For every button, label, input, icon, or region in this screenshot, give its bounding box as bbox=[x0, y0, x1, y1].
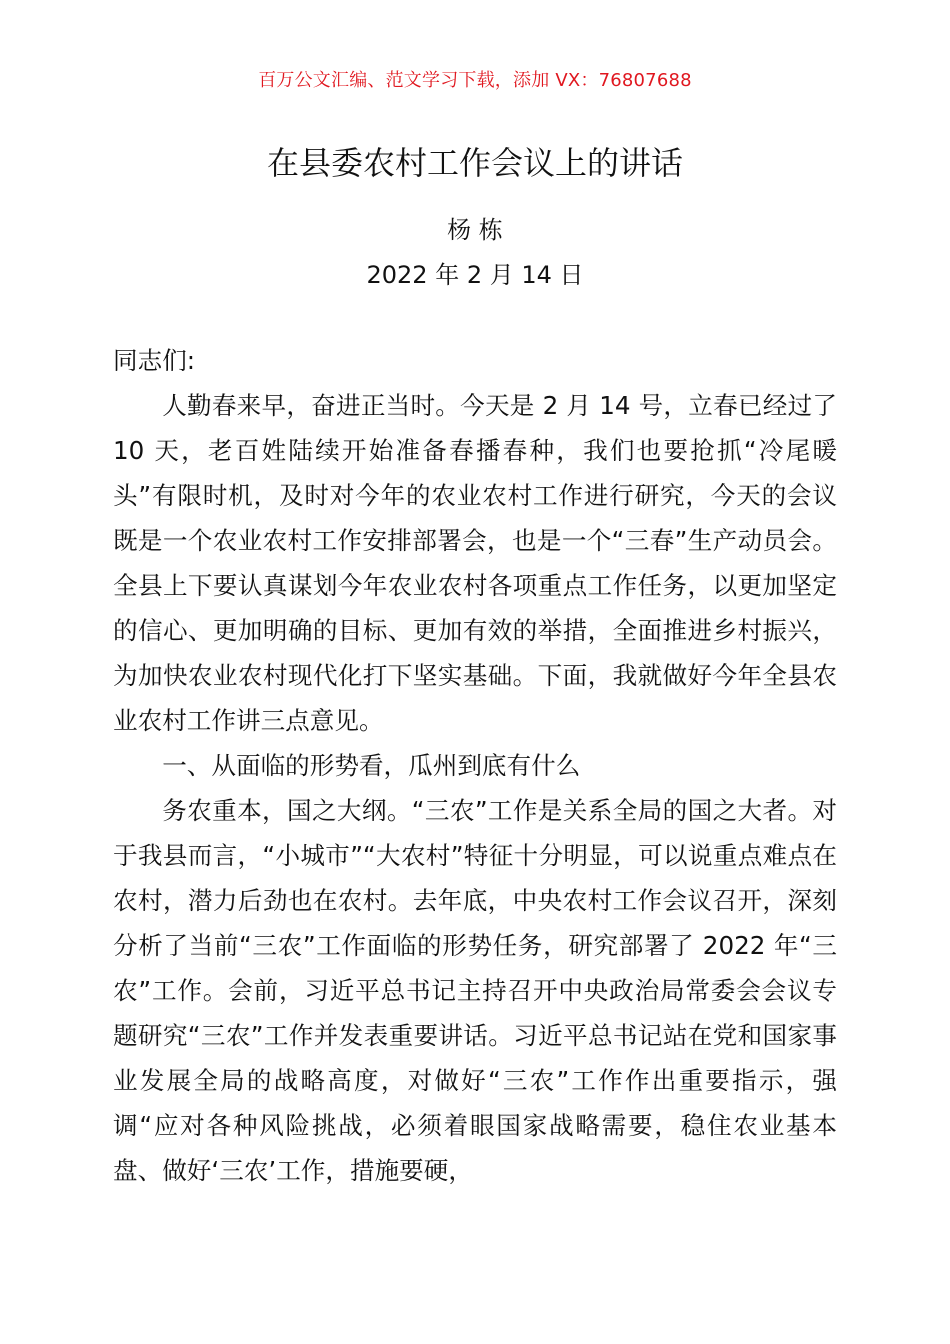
document-author: 杨 栋 bbox=[447, 216, 503, 244]
paragraph: 人勤春来早，奋进正当时。今天是 2 月 14 号，立春已经过了 10 天，老百姓陆续开始准备春播春种，我们也要抢抓“冷尾暖头”有限时机，及时对今年的农业农村工作进行研究，今天的会议既是一个农业农村工作安排部署会，也是一个“三春”生产动员会。全县上下要认真谋划今年农业农村各项重点工作任务，以更加坚定的信心、更加明确的目标、更加有效的举措，全面推进乡村振兴，为加快农业农村现代化打下坚实基础。下面，我就做好今年全县农业农村工作讲三点意见。 bbox=[113, 391, 837, 735]
document-body bbox=[113, 338, 837, 1193]
paragraph: 务农重本，国之大纲。“三农”工作是关系全局的国之大者。对于我县而言，“小城市”“大农村”特征十分明显，可以说重点难点在农村，潜力后劲也在农村。去年底，中央农村工作会议召开，深刻分析了当前“三农”工作面临的形势任务，研究部署了 2022 年“三农”工作。会前，习近平总书记主持召开中央政治局常委会会议专题研究“三农”工作并发表重要讲话。习近平总书记站在党和国家事业发展全局的战略高度，对做好“三农”工作作出重要指示，强调“应对各种风险挑战，必须着眼国家战略需要，稳住农业基本盘、做好‘三农’工作，措施要硬， bbox=[113, 796, 838, 1185]
document-date: 2022 年 2 月 14 日 bbox=[366, 261, 584, 289]
watermark-banner: 百万公文汇编、范文学习下载，添加 VX：76807688 bbox=[258, 70, 692, 91]
section-heading: 一、从面临的形势看，瓜州到底有什么 bbox=[162, 751, 581, 780]
document-title: 在县委农村工作会议上的讲话 bbox=[266, 144, 683, 182]
salutation: 同志们: bbox=[113, 346, 196, 375]
